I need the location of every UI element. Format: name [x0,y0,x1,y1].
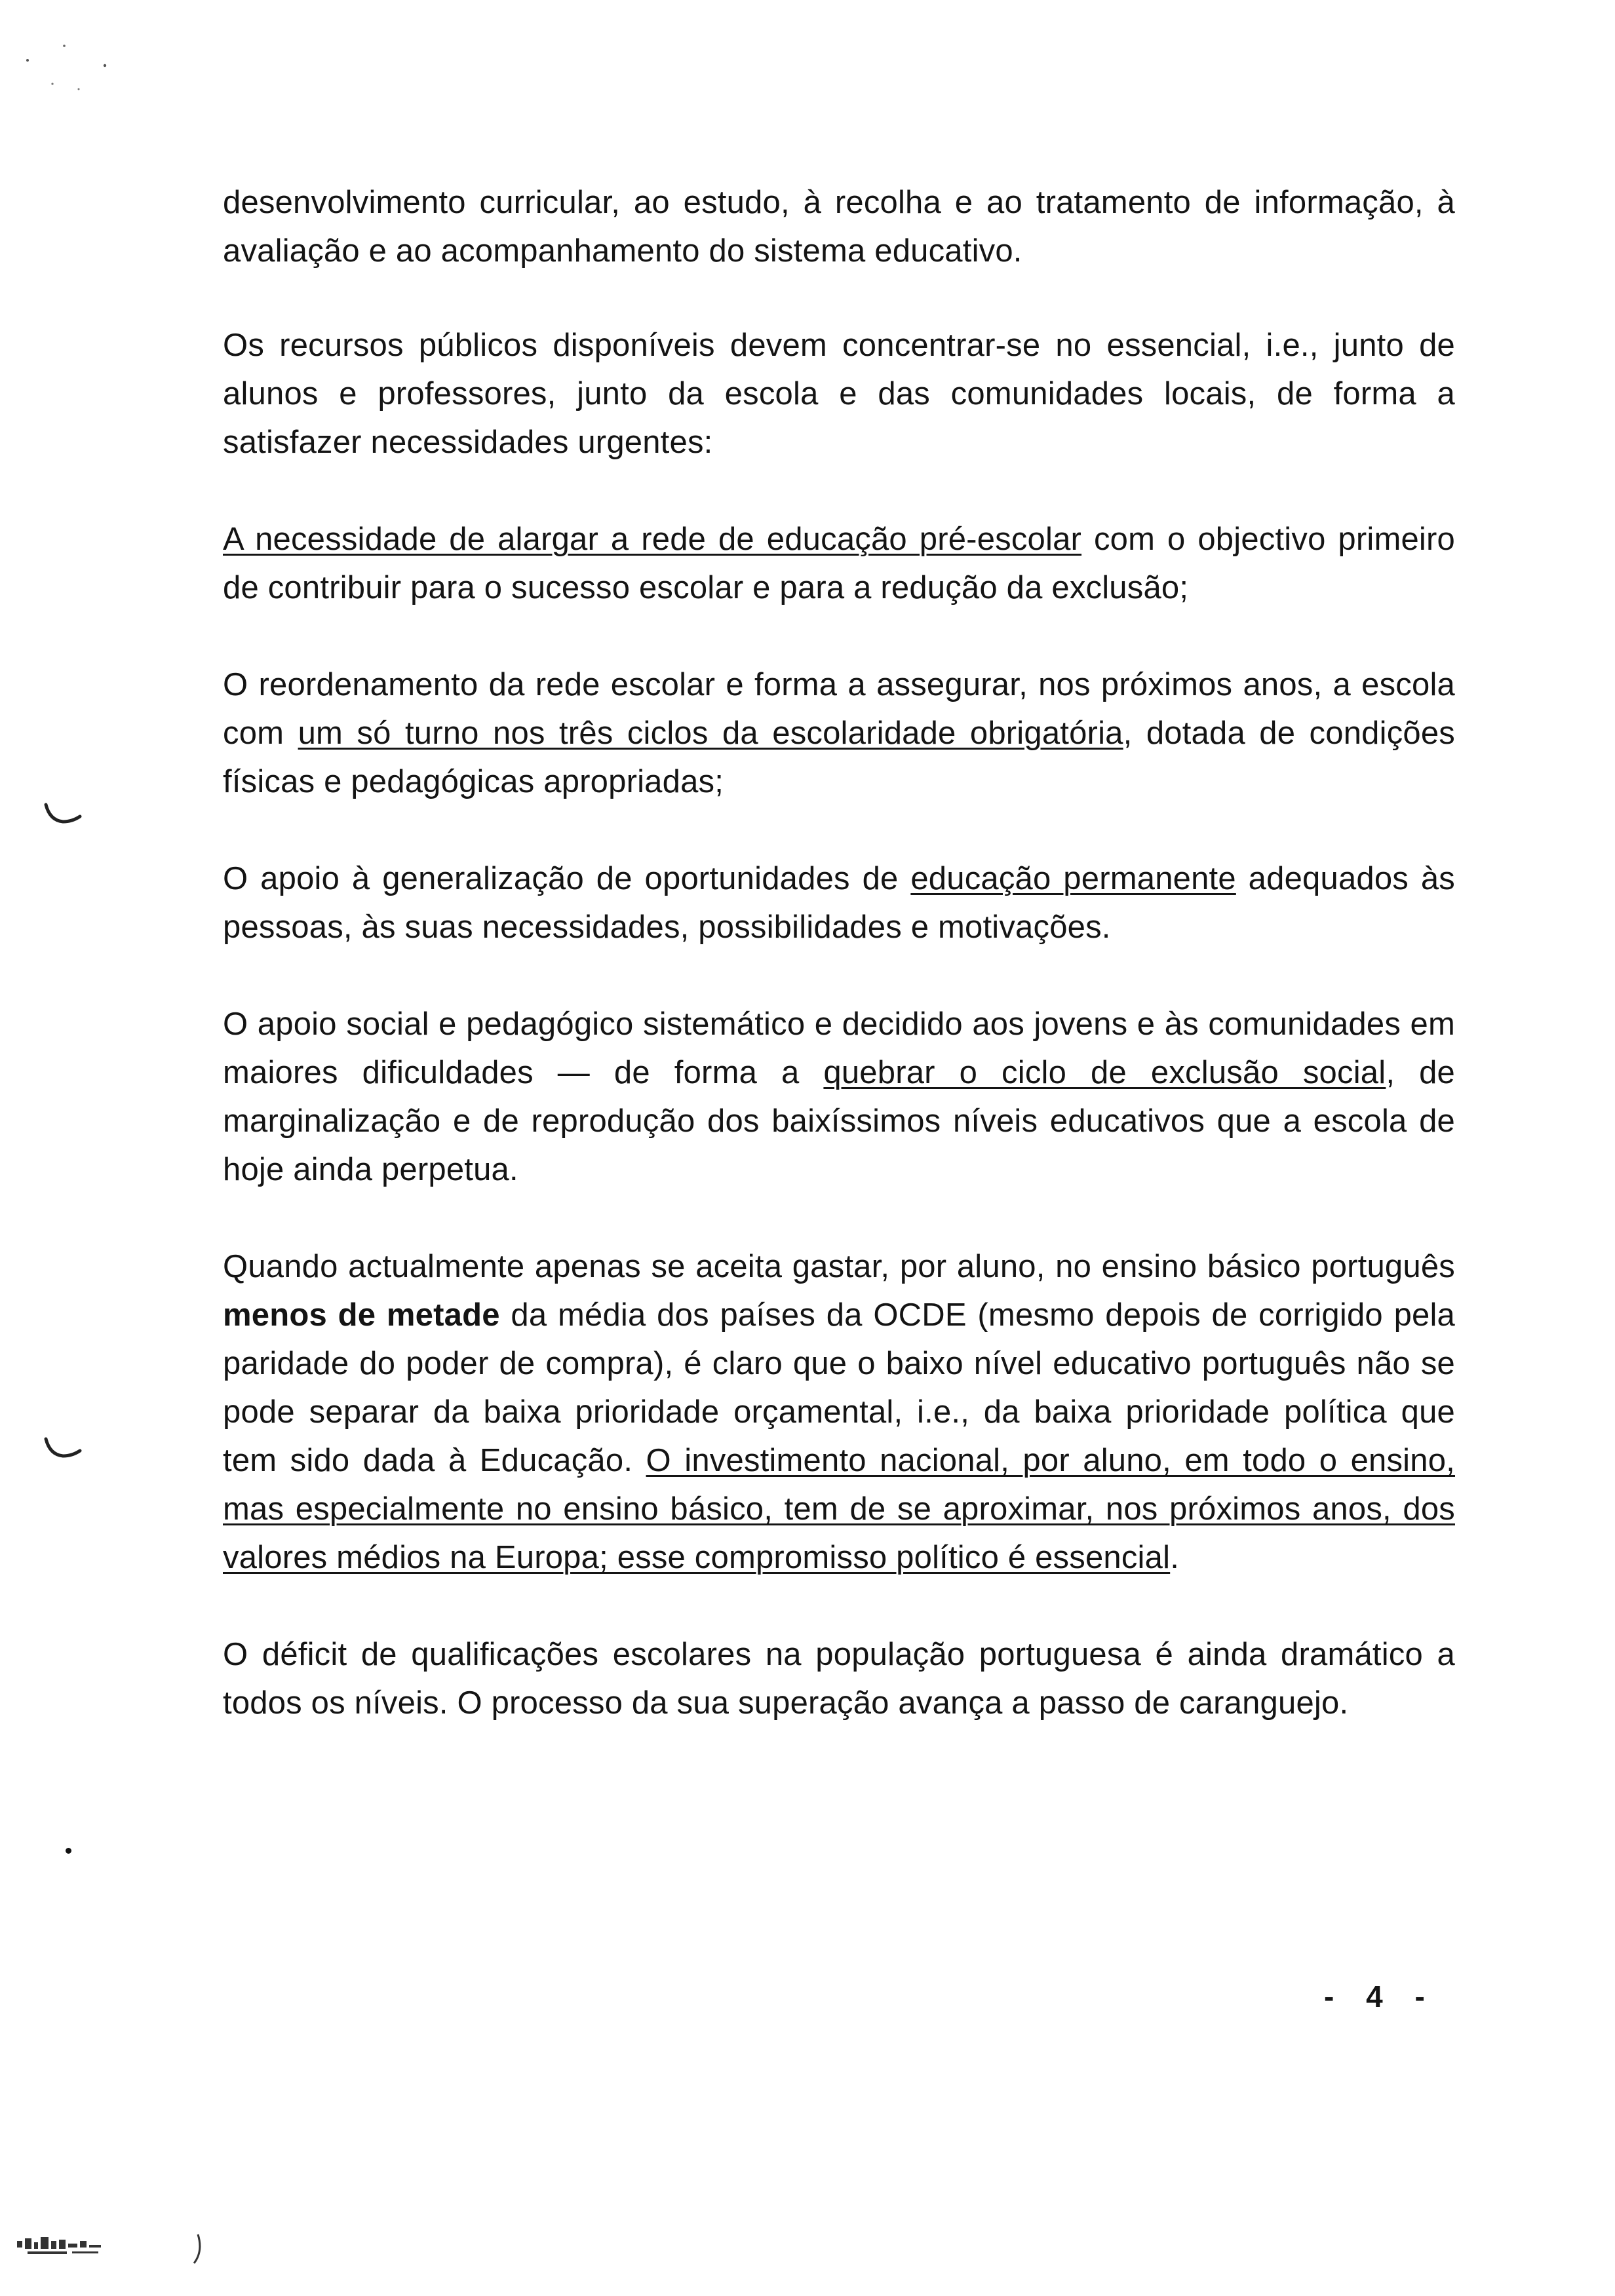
margin-dot [66,1848,71,1854]
paragraph-3 [223,515,1455,612]
paragraph-8 [223,1630,1455,1727]
underlined-text: quebrar o ciclo de exclusão social [823,1055,1386,1090]
paragraph-text: O apoio social e pedagógico sistemático e decidido aos jovens e às comunidades em maiores dificuldades — de forma a [223,1006,1455,1090]
document-body [223,178,1455,1776]
paragraph-4 [223,660,1455,806]
scan-stamp-marks [13,2221,223,2274]
paragraph-text: com o objectivo primeiro de contribuir para o sucesso escolar e para a redução da exclusão; [223,522,1455,605]
bold-text: menos de metade [223,1297,500,1333]
paragraph-6 [223,1000,1455,1194]
paragraph-text: O apoio à generalização de oportunidades de [223,861,911,896]
underlined-text: educação permanente [910,861,1236,896]
underlined-text: A necessidade de alargar a rede de educação pré-escolar [223,522,1082,557]
underlined-text: O investimento nacional, por aluno, em todo o ensino, mas especialmente no ensino básico, tem de se aproximar, nos próximos anos, dos valores médios na Europa; esse compromisso político é essencial [223,1443,1455,1575]
paragraph-5 [223,854,1455,951]
paragraph-7 [223,1242,1455,1582]
scan-speckles [13,26,118,105]
paragraph-text: da média dos países da OCDE (mesmo depois de corrigido pela paridade do poder de compra), é claro que o baixo nível educativo português não se pode separar da baixa prioridade orçamental, i.e., da baixa prioridade política que tem sido dada à Educação. [223,1297,1456,1478]
paragraph-text: Os recursos públicos disponíveis devem concentrar-se no essencial, i.e., junto de alunos e professores, junto da escola e das comunidades locais, de forma a satisfazer necessidades urgentes: [223,328,1455,460]
paragraph-text: adequados às pessoas, às suas necessidades, possibilidades e motivações. [223,861,1456,945]
paragraph-2 [223,321,1455,467]
paragraph-text: . [1170,1540,1180,1575]
underlined-text: um só turno nos três ciclos da escolaridade obrigatória [298,716,1123,751]
paragraph-text: O déficit de qualificações escolares na população portuguesa é ainda dramático a todos os níveis. O processo da sua superação avança a passo de caranguejo. [223,1637,1455,1721]
margin-check-mark [43,801,83,827]
paragraph-text: , de marginalização e de reprodução dos baixíssimos níveis educativos que a escola de hoje ainda perpetua. [223,1055,1456,1187]
paragraph-text: Quando actualmente apenas se aceita gastar, por aluno, no ensino básico português [223,1249,1455,1284]
page-number: - 4 - [1324,1980,1437,2014]
paragraph-text: , dotada de condições físicas e pedagógicas apropriadas; [223,716,1456,799]
paragraph-text: O reordenamento da rede escolar e forma a assegurar, nos próximos anos, a escola com [223,667,1455,751]
paragraph-text: desenvolvimento curricular, ao estudo, à recolha e ao tratamento de informação, à avaliação e ao acompanhamento do sistema educativo. [223,185,1455,269]
margin-check-mark [43,1435,83,1461]
paragraph-1 [223,178,1455,275]
